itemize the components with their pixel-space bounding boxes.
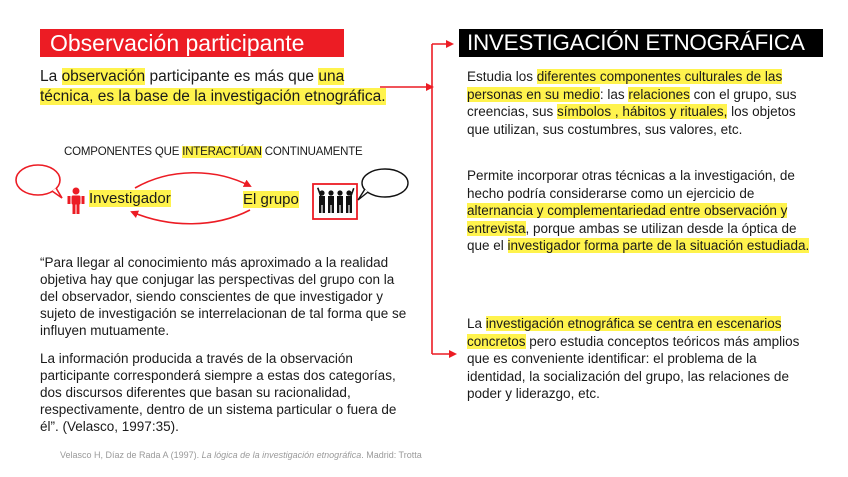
- grupo-label-text: El grupo: [243, 191, 299, 208]
- text-run: : las: [599, 86, 629, 102]
- text-run-highlighted: INTERACTÚAN: [182, 146, 262, 158]
- right-title: INVESTIGACIÓN ETNOGRÁFICA: [459, 29, 823, 57]
- text-run: La: [40, 68, 62, 85]
- text-run: CONTINUAMENTE: [261, 146, 363, 158]
- reference-plain: Velasco H, Díaz de Rada A (1997).: [60, 450, 202, 460]
- text-run-highlighted: símbolos , hábitos y rituales,: [557, 104, 728, 119]
- info-text: La información producida a través de la observación participante corresponderá siempre a estas dos categorías, dos discursos diferentes que basan su racionalidad, respectivamente, dentro de un sistema particular o fuera de él”. (Velasco, 1997:35).: [40, 351, 397, 434]
- text-run: Estudia los: [467, 69, 537, 84]
- text-run: pero estudia conceptos teóricos más amplios que es conveniente identificar: el problema de la identidad, la socialización del grupo, las relaciones de poder y liderazgo, etc.: [467, 333, 800, 401]
- left-title: Observación participante: [40, 29, 344, 57]
- text-run: participante es más que: [145, 68, 319, 85]
- reference-end: . Madrid: Trotta: [361, 450, 422, 460]
- text-run: los objetos que utilizan, sus costumbres, sus valores, etc.: [467, 104, 796, 137]
- reference-citation: [60, 450, 422, 460]
- text-run: La: [467, 316, 486, 331]
- right-paragraph-1: [467, 68, 812, 138]
- right-paragraph-2: [467, 167, 812, 255]
- text-run: con el grupo, sus creencias, sus: [467, 86, 797, 119]
- group-icon: [313, 184, 357, 219]
- text-run: , porque ambas se utilizan desde la óptica de que el: [467, 220, 797, 253]
- investigador-label: [89, 190, 171, 207]
- speech-bubble-left-icon: [16, 165, 62, 198]
- text-run-highlighted: investigación etnográfica se centra en escenarios concretos: [467, 316, 782, 349]
- investigador-label-text: Investigador: [89, 190, 171, 207]
- arrow-to-investigator: [132, 210, 250, 224]
- reference-title: La lógica de la investigación etnográfica: [201, 450, 362, 460]
- text-run-highlighted: relaciones: [628, 86, 690, 102]
- person-icon: [68, 188, 85, 215]
- text-run-highlighted: alternancia y complementariedad entre observación y entrevista: [467, 203, 788, 236]
- text-run-highlighted: una técnica, es la base de la investigación etnográfica.: [40, 68, 386, 105]
- quote-text: “Para llegar al conocimiento más aproximado a la realidad objetiva hay que conjugar las perspectivas del grupo con la del observador, siendo conscientes de que investigador y sujeto de investigación se interrelacionan de tal forma que se influyen mutuamente.: [40, 255, 407, 338]
- text-run-highlighted: diferentes componentes culturales de las personas en su medio: [467, 69, 783, 102]
- text-run: COMPONENTES QUE: [64, 146, 183, 158]
- arrow-to-group: [135, 173, 250, 188]
- right-paragraph-3: [467, 315, 812, 403]
- speech-bubble-right-icon: [358, 169, 408, 200]
- text-run-highlighted: investigador forma parte de la situación estudiada.: [507, 238, 810, 253]
- text-run: Permite incorporar otras técnicas a la investigación, de hecho podría considerarse como un ejercicio de: [467, 168, 795, 201]
- grupo-label: [243, 191, 299, 208]
- text-run-highlighted: observación: [61, 68, 146, 85]
